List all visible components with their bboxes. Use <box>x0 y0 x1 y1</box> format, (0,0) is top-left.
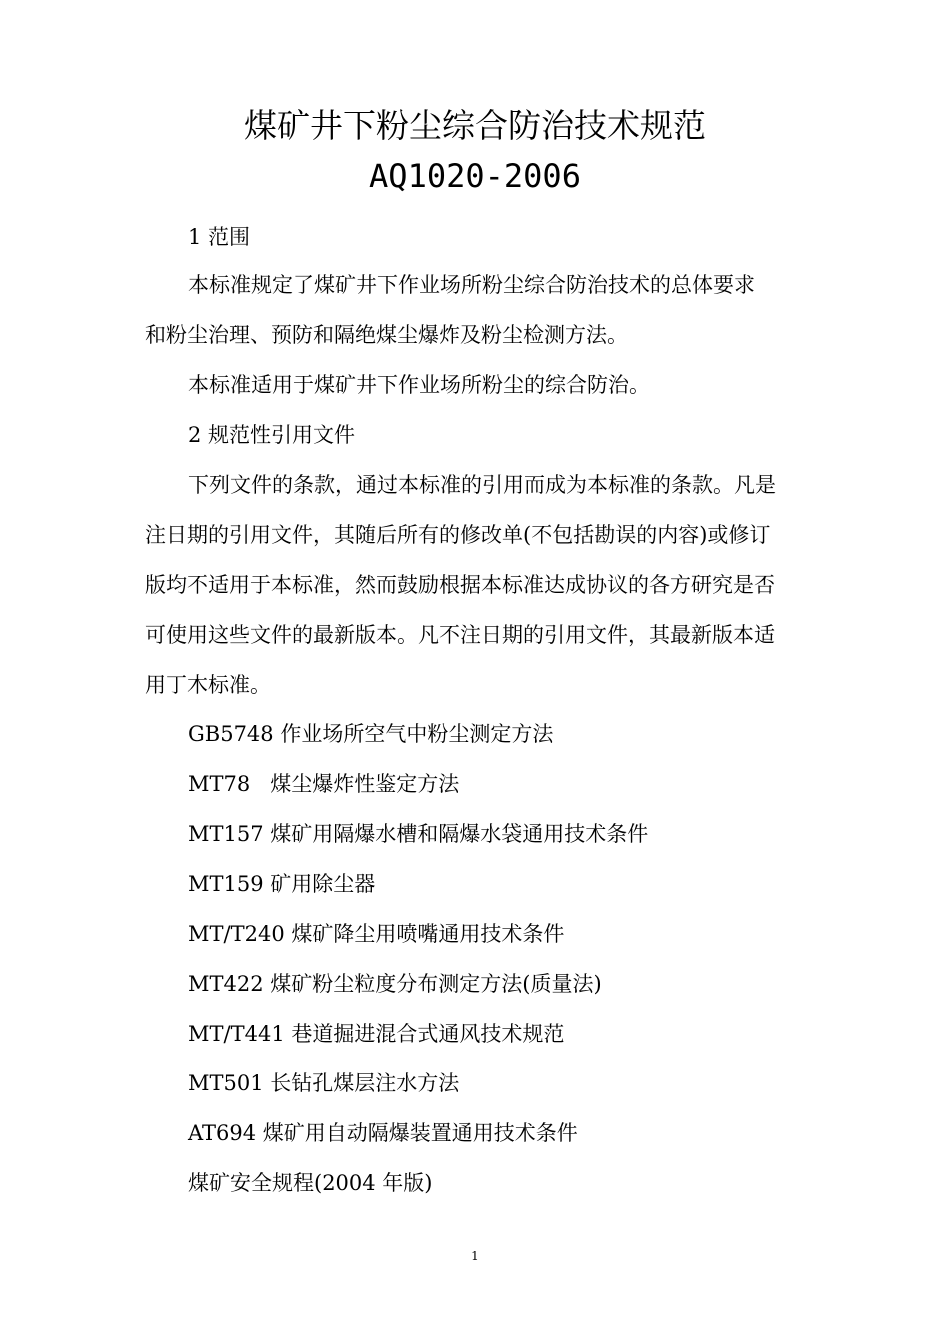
scope-applicability-paragraph: 本标准适用于煤矿井下作业场所粉尘的综合防治。 <box>188 373 650 397</box>
reference-item: 煤矿安全规程(2004 年版) <box>188 1171 433 1195</box>
references-paragraph-line: 用丁木标准。 <box>145 673 271 697</box>
reference-item: MT/T240 煤矿降尘用喷嘴通用技术条件 <box>188 922 565 946</box>
references-paragraph-line: 版均不适用于本标准，然而鼓励根据本标准达成协议的各方研究是否 <box>145 573 775 597</box>
section-heading-normative-references: 2 规范性引用文件 <box>188 423 356 447</box>
reference-item: MT501 长钻孔煤层注水方法 <box>188 1071 460 1095</box>
references-paragraph-line: 下列文件的条款，通过本标准的引用而成为本标准的条款。凡是 <box>188 473 776 497</box>
reference-item: AT694 煤矿用自动隔爆装置通用技术条件 <box>188 1121 578 1145</box>
standard-code: AQ1020-2006 <box>369 157 581 195</box>
scope-paragraph-line: 本标准规定了煤矿井下作业场所粉尘综合防治技术的总体要求 <box>188 273 755 297</box>
section-heading-scope: 1 范围 <box>188 225 251 249</box>
reference-item: MT78 煤尘爆炸性鉴定方法 <box>188 772 460 796</box>
scope-paragraph-line: 和粉尘治理、预防和隔绝煤尘爆炸及粉尘检测方法。 <box>145 323 628 347</box>
reference-item: MT159 矿用除尘器 <box>188 872 376 896</box>
document-title: 煤矿井下粉尘综合防治技术规范 <box>244 106 706 145</box>
reference-item: GB5748 作业场所空气中粉尘测定方法 <box>188 722 554 746</box>
references-paragraph-line: 注日期的引用文件，其随后所有的修改单(不包括勘误的内容)或修订 <box>145 523 771 547</box>
reference-item: MT422 煤矿粉尘粒度分布测定方法(质量法) <box>188 972 602 996</box>
page-number: 1 <box>471 1249 479 1263</box>
reference-item: MT/T441 巷道掘进混合式通风技术规范 <box>188 1022 565 1046</box>
reference-item: MT157 煤矿用隔爆水槽和隔爆水袋通用技术条件 <box>188 822 649 846</box>
references-paragraph-line: 可使用这些文件的最新版本。凡不注日期的引用文件，其最新版本适 <box>145 623 775 647</box>
